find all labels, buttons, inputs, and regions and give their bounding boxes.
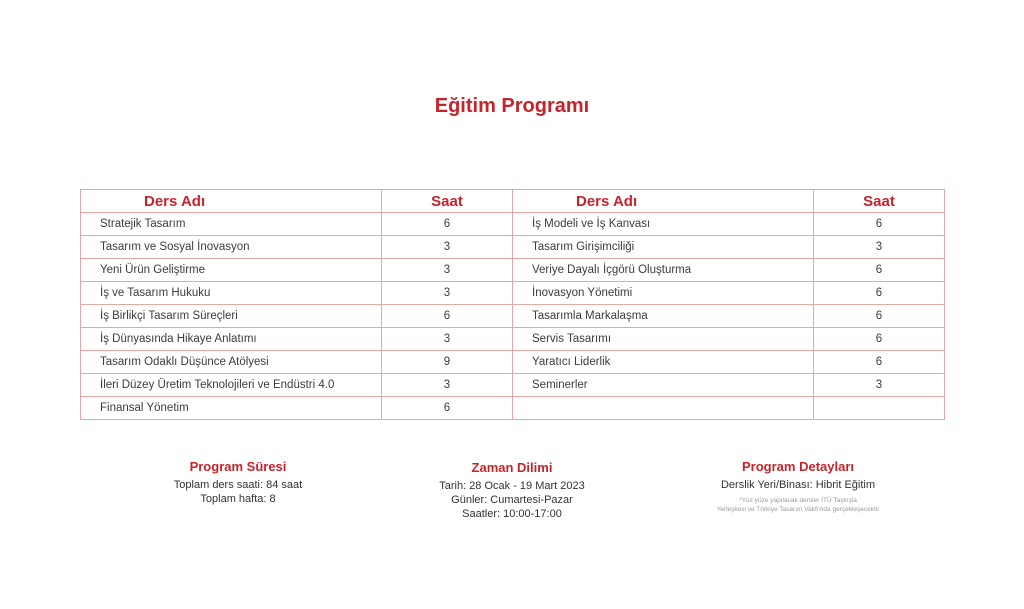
- timeframe-dates: Tarih: 28 Ocak - 19 Mart 2023: [439, 480, 585, 492]
- total-weeks: Toplam hafta: 8: [200, 493, 276, 505]
- table-row: [81, 397, 945, 420]
- program-details: [688, 459, 908, 514]
- course-name-right: Tasarım Girişimciliği: [513, 236, 814, 259]
- course-hours-left: 3: [382, 328, 513, 351]
- course-hours-left: 6: [382, 397, 513, 420]
- timeframe: [412, 460, 612, 521]
- course-table: [80, 189, 945, 420]
- course-name-right: Veriye Dayalı İçgörü Oluşturma: [513, 259, 814, 282]
- course-name-right: Seminerler: [513, 374, 814, 397]
- program-duration-heading: Program Süresi: [189, 459, 287, 474]
- location-note: [688, 496, 908, 514]
- course-name-right: Servis Tasarımı: [513, 328, 814, 351]
- table-row: [81, 236, 945, 259]
- course-hours-right: 3: [814, 374, 945, 397]
- header-course-name-left: Ders Adı: [81, 190, 382, 213]
- course-name-right: İş Modeli ve İş Kanvası: [513, 213, 814, 236]
- course-name-left: İş Birlikçi Tasarım Süreçleri: [81, 305, 382, 328]
- program-details-heading: Program Detayları: [742, 459, 854, 474]
- header-hours-right: Saat: [814, 190, 945, 213]
- timeframe-hours: Saatler: 10:00-17:00: [462, 508, 562, 520]
- course-hours-left: 3: [382, 282, 513, 305]
- timeframe-heading: Zaman Dilimi: [471, 460, 553, 475]
- course-name-left: Tasarım ve Sosyal İnovasyon: [81, 236, 382, 259]
- table-header-row: [81, 190, 945, 213]
- header-course-name-right: Ders Adı: [513, 190, 814, 213]
- course-hours-right: 6: [814, 259, 945, 282]
- table-row: [81, 328, 945, 351]
- table-row: [81, 259, 945, 282]
- table-row: [81, 213, 945, 236]
- course-hours-right: 6: [814, 282, 945, 305]
- course-hours-right: 3: [814, 236, 945, 259]
- course-hours-right: 6: [814, 213, 945, 236]
- table-row: [81, 282, 945, 305]
- course-name-right: [513, 397, 814, 420]
- header-hours-left: Saat: [382, 190, 513, 213]
- course-hours-left: 9: [382, 351, 513, 374]
- course-name-left: İş Dünyasında Hikaye Anlatımı: [81, 328, 382, 351]
- course-hours-left: 6: [382, 213, 513, 236]
- page-title: Eğitim Programı: [434, 95, 590, 117]
- course-hours-right: [814, 397, 945, 420]
- course-hours-left: 3: [382, 236, 513, 259]
- course-name-left: İleri Düzey Üretim Teknolojileri ve Endüstri 4.0: [81, 374, 382, 397]
- course-hours-left: 6: [382, 305, 513, 328]
- classroom-location: Derslik Yeri/Binası: Hibrit Eğitim: [720, 479, 876, 491]
- table-row: [81, 305, 945, 328]
- course-name-right: Yaratıcı Liderlik: [513, 351, 814, 374]
- course-name-left: Stratejik Tasarım: [81, 213, 382, 236]
- table-row: [81, 351, 945, 374]
- table-row: [81, 374, 945, 397]
- course-hours-right: 6: [814, 351, 945, 374]
- location-note-line-1: *Yüz yüze yapılacak dersler İTÜ Taşkışla: [739, 497, 857, 504]
- course-name-right: Tasarımla Markalaşma: [513, 305, 814, 328]
- course-hours-right: 6: [814, 328, 945, 351]
- program-duration: [158, 459, 318, 506]
- total-hours: Toplam ders saati: 84 saat: [173, 479, 303, 491]
- location-note-line-2: Yerleşkesi ve Türkiye Tasarım Vakfı'nda gerçekleşecektir: [716, 506, 880, 513]
- timeframe-days: Günler: Cumartesi-Pazar: [451, 494, 573, 506]
- course-name-left: Yeni Ürün Geliştirme: [81, 259, 382, 282]
- course-name-left: Tasarım Odaklı Düşünce Atölyesi: [81, 351, 382, 374]
- course-name-right: İnovasyon Yönetimi: [513, 282, 814, 305]
- course-name-left: İş ve Tasarım Hukuku: [81, 282, 382, 305]
- course-hours-left: 3: [382, 259, 513, 282]
- course-hours-left: 3: [382, 374, 513, 397]
- course-hours-right: 6: [814, 305, 945, 328]
- course-name-left: Finansal Yönetim: [81, 397, 382, 420]
